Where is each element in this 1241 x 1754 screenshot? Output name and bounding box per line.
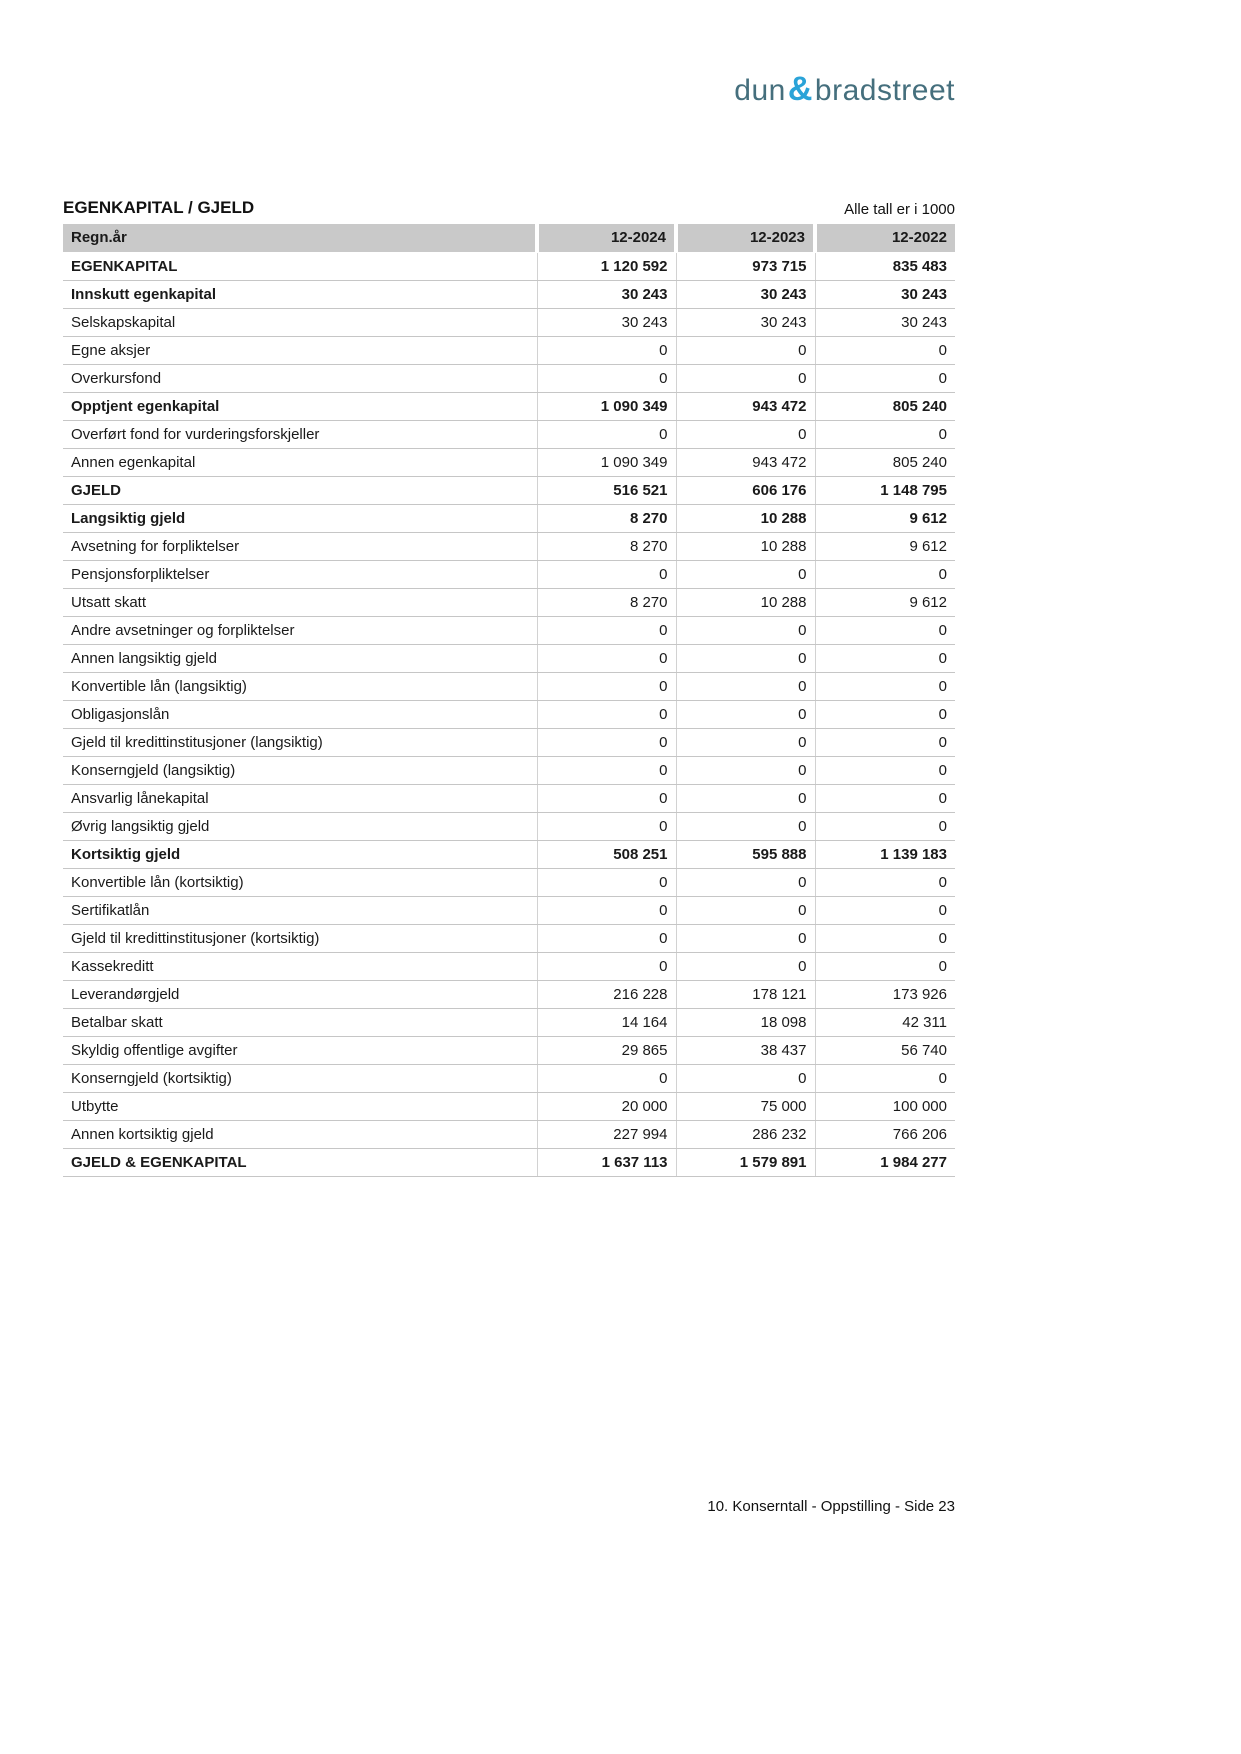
table-row <box>63 420 955 448</box>
row-value: 10 288 <box>676 532 815 560</box>
row-value: 9 612 <box>815 504 955 532</box>
row-value: 0 <box>676 560 815 588</box>
row-value: 42 311 <box>815 1008 955 1036</box>
row-value: 56 740 <box>815 1036 955 1064</box>
row-value: 0 <box>815 672 955 700</box>
row-value: 0 <box>537 644 676 672</box>
row-label: Innskutt egenkapital <box>63 280 537 308</box>
row-value: 0 <box>537 336 676 364</box>
row-value: 0 <box>815 700 955 728</box>
row-value: 8 270 <box>537 532 676 560</box>
row-value: 0 <box>537 560 676 588</box>
row-value: 0 <box>815 644 955 672</box>
row-value: 30 243 <box>815 280 955 308</box>
row-value: 8 270 <box>537 504 676 532</box>
row-value: 0 <box>537 700 676 728</box>
column-header-label: Regn.år <box>63 224 537 252</box>
row-value: 943 472 <box>676 448 815 476</box>
column-header-year: 12-2024 <box>537 224 676 252</box>
row-label: Ansvarlig lånekapital <box>63 784 537 812</box>
row-value: 30 243 <box>676 308 815 336</box>
row-value: 10 288 <box>676 588 815 616</box>
row-label: Utbytte <box>63 1092 537 1120</box>
table-row <box>63 700 955 728</box>
row-value: 0 <box>537 1064 676 1092</box>
table-row <box>63 980 955 1008</box>
table-row <box>63 868 955 896</box>
row-value: 1 090 349 <box>537 392 676 420</box>
row-value: 10 288 <box>676 504 815 532</box>
dun-bradstreet-logo <box>63 70 955 110</box>
row-value: 9 612 <box>815 588 955 616</box>
row-value: 0 <box>537 868 676 896</box>
table-row <box>63 812 955 840</box>
row-value: 0 <box>537 896 676 924</box>
row-label: Konserngjeld (kortsiktig) <box>63 1064 537 1092</box>
table-row <box>63 924 955 952</box>
row-value: 30 243 <box>815 308 955 336</box>
row-label: Avsetning for forpliktelser <box>63 532 537 560</box>
table-row <box>63 1036 955 1064</box>
row-label: Opptjent egenkapital <box>63 392 537 420</box>
table-row <box>63 1064 955 1092</box>
row-value: 0 <box>815 560 955 588</box>
row-value: 216 228 <box>537 980 676 1008</box>
row-label: Langsiktig gjeld <box>63 504 537 532</box>
row-value: 0 <box>815 952 955 980</box>
page-title: EGENKAPITAL / GJELD <box>63 198 255 217</box>
table-row <box>63 1092 955 1120</box>
row-label: Kassekreditt <box>63 952 537 980</box>
row-value: 0 <box>537 924 676 952</box>
row-value: 0 <box>676 756 815 784</box>
row-value: 0 <box>537 812 676 840</box>
row-value: 606 176 <box>676 476 815 504</box>
row-value: 75 000 <box>676 1092 815 1120</box>
table-row <box>63 1148 955 1176</box>
row-label: Leverandørgjeld <box>63 980 537 1008</box>
row-value: 0 <box>676 336 815 364</box>
row-label: Selskapskapital <box>63 308 537 336</box>
row-value: 0 <box>676 420 815 448</box>
row-value: 0 <box>815 812 955 840</box>
row-label: Sertifikatlån <box>63 896 537 924</box>
column-header-year: 12-2023 <box>676 224 815 252</box>
row-label: Overkursfond <box>63 364 537 392</box>
row-value: 1 148 795 <box>815 476 955 504</box>
row-label: Andre avsetninger og forpliktelser <box>63 616 537 644</box>
row-value: 508 251 <box>537 840 676 868</box>
row-value: 178 121 <box>676 980 815 1008</box>
row-value: 0 <box>815 616 955 644</box>
row-label: Betalbar skatt <box>63 1008 537 1036</box>
row-value: 0 <box>676 812 815 840</box>
row-label: Kortsiktig gjeld <box>63 840 537 868</box>
row-value: 0 <box>815 364 955 392</box>
row-value: 0 <box>815 924 955 952</box>
table-row <box>63 280 955 308</box>
row-label: GJELD <box>63 476 537 504</box>
row-label: Annen langsiktig gjeld <box>63 644 537 672</box>
row-value: 1 139 183 <box>815 840 955 868</box>
row-value: 805 240 <box>815 448 955 476</box>
row-value: 20 000 <box>537 1092 676 1120</box>
row-label: Konserngjeld (langsiktig) <box>63 756 537 784</box>
table-row <box>63 308 955 336</box>
table-row <box>63 532 955 560</box>
units-note: Alle tall er i 1000 <box>844 201 955 218</box>
table-row <box>63 840 955 868</box>
row-value: 29 865 <box>537 1036 676 1064</box>
row-value: 0 <box>537 364 676 392</box>
table-row <box>63 588 955 616</box>
row-value: 0 <box>676 868 815 896</box>
row-value: 0 <box>676 924 815 952</box>
row-value: 14 164 <box>537 1008 676 1036</box>
row-value: 0 <box>676 1064 815 1092</box>
row-value: 0 <box>676 896 815 924</box>
table-row <box>63 1120 955 1148</box>
row-value: 38 437 <box>676 1036 815 1064</box>
row-label: Konvertible lån (langsiktig) <box>63 672 537 700</box>
row-value: 1 984 277 <box>815 1148 955 1176</box>
row-value: 0 <box>815 756 955 784</box>
row-value: 805 240 <box>815 392 955 420</box>
balance-sheet-table <box>63 224 955 1177</box>
row-value: 0 <box>676 672 815 700</box>
row-value: 30 243 <box>537 308 676 336</box>
row-value: 0 <box>676 700 815 728</box>
row-value: 766 206 <box>815 1120 955 1148</box>
row-label: Gjeld til kredittinstitusjoner (langsiktig) <box>63 728 537 756</box>
row-label: Egne aksjer <box>63 336 537 364</box>
table-row <box>63 644 955 672</box>
row-value: 0 <box>537 616 676 644</box>
row-value: 0 <box>537 672 676 700</box>
table-row <box>63 672 955 700</box>
logo-word-dun: dun <box>734 74 786 107</box>
title-row <box>63 198 955 218</box>
row-value: 0 <box>815 420 955 448</box>
row-value: 0 <box>815 728 955 756</box>
row-value: 0 <box>537 952 676 980</box>
table-row <box>63 476 955 504</box>
table-row <box>63 952 955 980</box>
table-row <box>63 448 955 476</box>
row-value: 286 232 <box>676 1120 815 1148</box>
row-value: 1 120 592 <box>537 252 676 280</box>
row-value: 227 994 <box>537 1120 676 1148</box>
logo-ampersand-icon: & <box>787 70 813 108</box>
row-value: 0 <box>537 728 676 756</box>
row-value: 30 243 <box>676 280 815 308</box>
logo-word-bradstreet: bradstreet <box>814 74 955 107</box>
row-label: Obligasjonslån <box>63 700 537 728</box>
row-label: Annen kortsiktig gjeld <box>63 1120 537 1148</box>
table-row <box>63 756 955 784</box>
row-value: 0 <box>537 420 676 448</box>
row-label: Øvrig langsiktig gjeld <box>63 812 537 840</box>
row-value: 0 <box>815 1064 955 1092</box>
row-label: Overført fond for vurderingsforskjeller <box>63 420 537 448</box>
column-header-year: 12-2022 <box>815 224 955 252</box>
row-value: 0 <box>676 728 815 756</box>
table-row <box>63 784 955 812</box>
row-value: 1 637 113 <box>537 1148 676 1176</box>
table-row <box>63 392 955 420</box>
row-label: Skyldig offentlige avgifter <box>63 1036 537 1064</box>
row-value: 9 612 <box>815 532 955 560</box>
row-value: 30 243 <box>537 280 676 308</box>
row-value: 0 <box>676 644 815 672</box>
row-value: 973 715 <box>676 252 815 280</box>
row-label: Gjeld til kredittinstitusjoner (kortsiktig) <box>63 924 537 952</box>
page-footer: 10. Konserntall - Oppstilling - Side 23 <box>707 1498 955 1515</box>
table-row <box>63 616 955 644</box>
row-value: 0 <box>815 784 955 812</box>
content-area <box>63 0 955 1177</box>
row-value: 0 <box>815 868 955 896</box>
row-value: 516 521 <box>537 476 676 504</box>
row-value: 1 579 891 <box>676 1148 815 1176</box>
row-value: 0 <box>676 952 815 980</box>
table-row <box>63 364 955 392</box>
row-value: 0 <box>815 336 955 364</box>
table-row <box>63 896 955 924</box>
table-header-row <box>63 224 955 252</box>
row-value: 0 <box>537 784 676 812</box>
table-row <box>63 728 955 756</box>
table-row <box>63 504 955 532</box>
row-value: 0 <box>537 756 676 784</box>
table-row <box>63 1008 955 1036</box>
row-label: EGENKAPITAL <box>63 252 537 280</box>
table-row <box>63 252 955 280</box>
row-value: 8 270 <box>537 588 676 616</box>
row-value: 100 000 <box>815 1092 955 1120</box>
row-value: 595 888 <box>676 840 815 868</box>
row-value: 0 <box>676 616 815 644</box>
row-value: 0 <box>676 784 815 812</box>
row-label: Annen egenkapital <box>63 448 537 476</box>
row-value: 943 472 <box>676 392 815 420</box>
table-row <box>63 560 955 588</box>
row-value: 1 090 349 <box>537 448 676 476</box>
row-label: Konvertible lån (kortsiktig) <box>63 868 537 896</box>
row-value: 173 926 <box>815 980 955 1008</box>
row-value: 18 098 <box>676 1008 815 1036</box>
row-value: 0 <box>676 364 815 392</box>
row-value: 835 483 <box>815 252 955 280</box>
row-label: Utsatt skatt <box>63 588 537 616</box>
row-value: 0 <box>815 896 955 924</box>
table-row <box>63 336 955 364</box>
row-label: GJELD & EGENKAPITAL <box>63 1148 537 1176</box>
row-label: Pensjonsforpliktelser <box>63 560 537 588</box>
